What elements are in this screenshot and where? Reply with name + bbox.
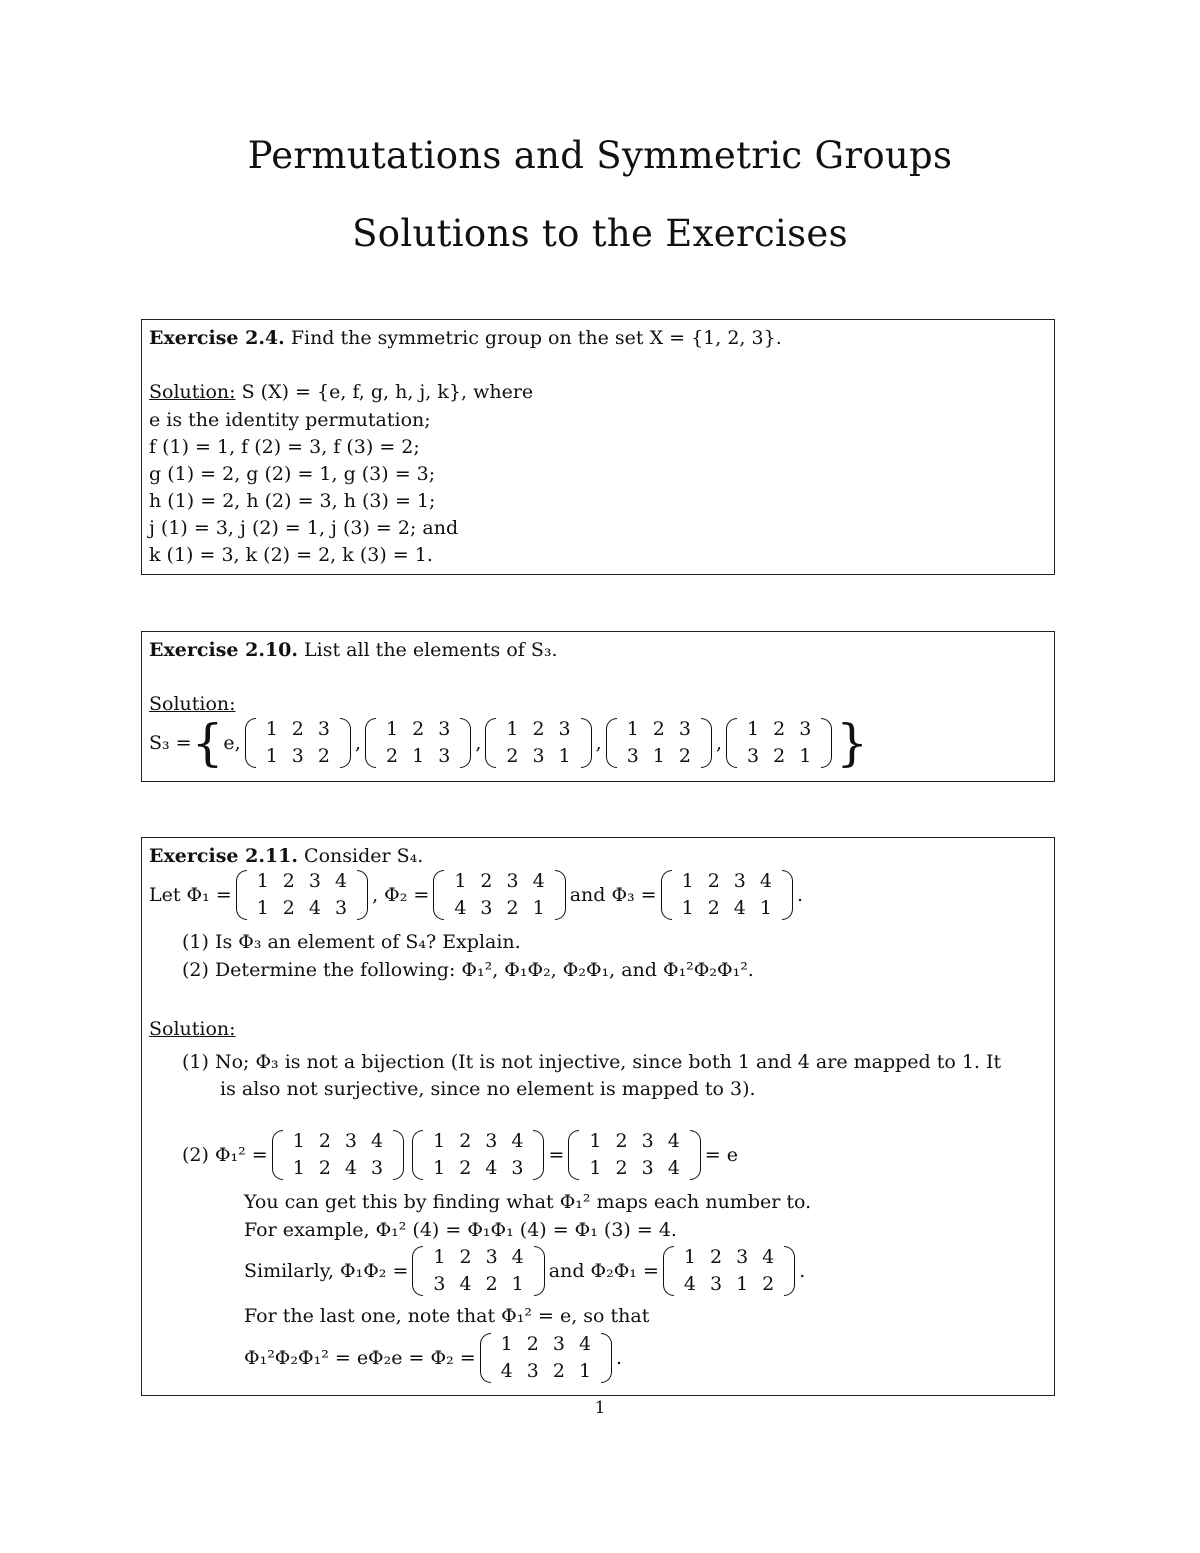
exercise-2-4-statement [149,324,782,352]
equals-e: = e [704,1144,738,1166]
exercise-2-4-solution-first [149,378,533,406]
phi2-matrix: 1 2 3 4 4 3 2 1 [431,868,567,922]
exercise-2-10-statement [149,636,558,664]
answer-2-phi1-squared [182,1128,738,1182]
permutation-matrix: 1 2 3 1 3 2 [243,716,353,770]
exercise-question: Find the symmetric group on the set X = {1, 2, 3}. [290,327,782,349]
phi3-label: and Φ₃ = [569,884,657,906]
phi2-label: , Φ₂ = [372,884,430,906]
answer-2-prefix: (2) Φ₁² = [182,1144,268,1166]
answer-2-last: Φ₁²Φ₂Φ₁² = eΦ₂e = Φ₂ = 1 2 3 4 4 3 2 1 . [244,1331,622,1385]
equals-sign: = [548,1144,565,1166]
exercise-heading: Exercise 2.11. [149,845,298,867]
page-title: Permutations and Symmetric Groups [247,134,953,177]
identity-element: e, [223,732,241,754]
exercise-2-10-box [141,631,1055,782]
phi1-matrix: 1 2 3 4 1 2 4 3 [270,1128,406,1182]
s3-set-equation: S₃ = { e, 1 2 3 1 3 2 , 1 2 3 2 1 3 , 1 2 3 2 3 1 , 1 2 3 3 1 2 , 1 2 3 3 2 1 } [149,714,869,772]
question-1: (1) Is Φ₃ an element of S₄? Explain. [182,931,521,953]
last-equation-label: Φ₁²Φ₂Φ₁² = eΦ₂e = Φ₂ = [244,1347,476,1369]
answer-2-line-2: For example, Φ₁² (4) = Φ₁Φ₁ (4) = Φ₁ (3) = 4. [244,1219,677,1241]
similarly-label: Similarly, Φ₁Φ₂ = [244,1260,409,1282]
solution-line: g (1) = 2, g (2) = 1, g (3) = 3; [149,463,436,485]
phi2-matrix: 1 2 3 4 4 3 2 1 [478,1331,614,1385]
solution-line: S (X) = {e, f, g, h, j, k}, where [241,381,534,403]
exercise-intro: Consider S₄. [304,845,424,867]
phi1-phi2-matrix: 1 2 3 4 3 4 2 1 [410,1244,546,1298]
answer-1-line-1: (1) No; Φ₃ is not a bijection (It is not injective, since both 1 and 4 are mapped to 1. It [182,1051,1002,1073]
question-2: (2) Determine the following: Φ₁², Φ₁Φ₂, Φ₂Φ₁, and Φ₁²Φ₂Φ₁². [182,959,754,981]
and-label: and Φ₂Φ₁ = [548,1260,659,1282]
exercise-heading: Exercise 2.4. [149,327,285,349]
page-subtitle: Solutions to the Exercises [352,212,848,255]
permutation-matrix: 1 2 3 3 2 1 [724,716,834,770]
phi3-matrix: 1 2 3 4 1 2 4 1 [659,868,795,922]
solution-line: k (1) = 3, k (2) = 2, k (3) = 1. [149,544,433,566]
right-brace: } [836,714,869,772]
solution-line: h (1) = 2, h (2) = 3, h (3) = 1; [149,490,436,512]
set-prefix: S₃ = [149,732,192,754]
permutation-matrix: 1 2 3 2 3 1 [483,716,593,770]
exercise-2-11-box [141,837,1055,1396]
exercise-question: List all the elements of S₃. [304,639,558,661]
solution-label: Solution: [149,693,236,715]
permutation-matrix: 1 2 3 3 1 2 [604,716,714,770]
phi2-phi1-matrix: 1 2 3 4 4 3 1 2 [661,1244,797,1298]
solution-label: Solution: [149,381,236,403]
exercise-2-11-statement [149,842,423,870]
answer-2-line-4: For the last one, note that Φ₁² = e, so that [244,1305,650,1327]
answer-1-line-2: is also not surjective, since no element is mapped to 3). [220,1078,756,1100]
answer-2-line-1: You can get this by finding what Φ₁² maps each number to. [244,1191,812,1213]
phi1-matrix: 1 2 3 4 1 2 4 3 [410,1128,546,1182]
solution-line: f (1) = 1, f (2) = 3, f (3) = 2; [149,436,420,458]
exercise-2-4-box [141,319,1055,575]
left-brace: { [191,714,224,772]
exercise-heading: Exercise 2.10. [149,639,298,661]
solution-line: e is the identity permutation; [149,409,431,431]
answer-2-similarly: Similarly, Φ₁Φ₂ = 1 2 3 4 3 4 2 1 and Φ₂Φ₁ = 1 2 3 4 4 3 1 2 . [244,1244,805,1298]
identity-matrix: 1 2 3 4 1 2 3 4 [566,1128,702,1182]
permutation-matrix: 1 2 3 2 1 3 [363,716,473,770]
solution-line: j (1) = 3, j (2) = 1, j (3) = 2; and [149,517,459,539]
phi1-matrix: 1 2 3 4 1 2 4 3 [234,868,370,922]
phi-definitions: Let Φ₁ = 1 2 3 4 1 2 4 3 , Φ₂ = 1 2 3 4 4 3 2 1 and Φ₃ = 1 2 3 4 1 2 4 1 . [149,868,803,922]
solution-label: Solution: [149,1018,236,1040]
let-phi1: Let Φ₁ = [149,884,232,906]
page-number: 1 [594,1398,606,1418]
